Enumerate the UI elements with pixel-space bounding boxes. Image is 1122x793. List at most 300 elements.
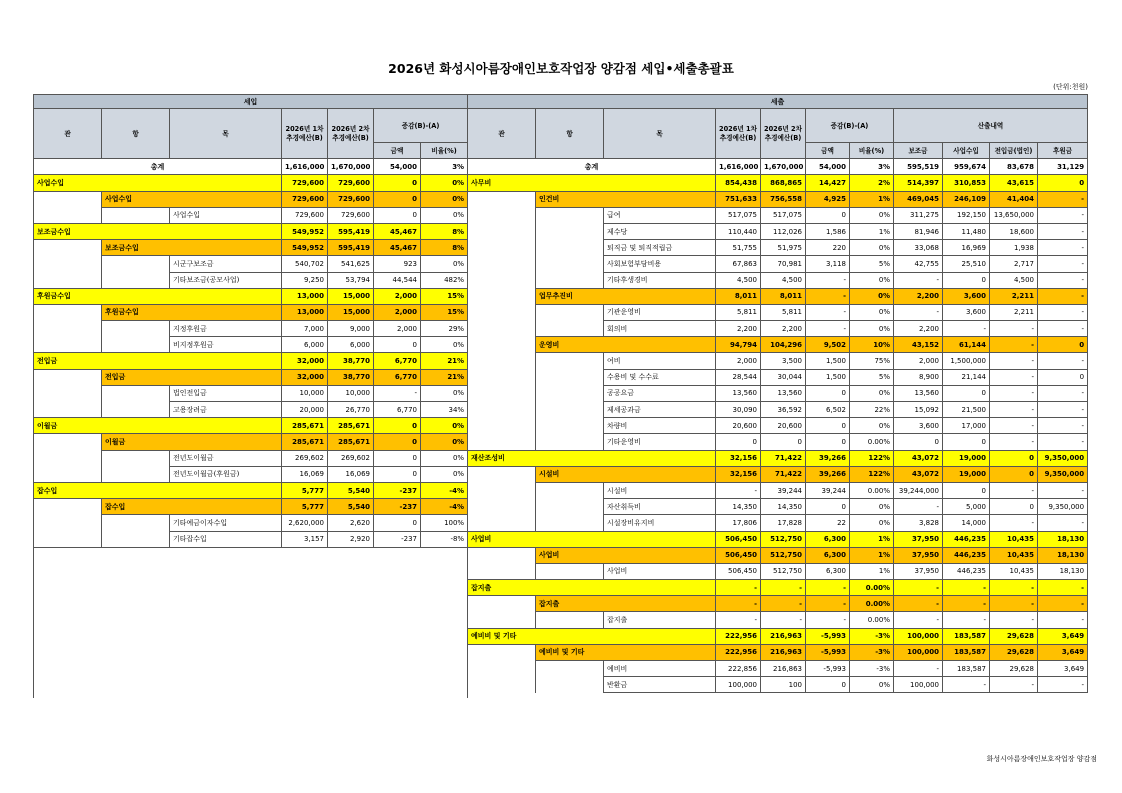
value-cell-v1: 51,755: [716, 240, 761, 256]
empty-cell: [536, 402, 604, 418]
col-hang: 항: [102, 109, 170, 159]
value-cell-v1: 20,600: [716, 418, 761, 434]
col-mok: 목: [604, 109, 716, 159]
value-cell-d: -: [806, 288, 850, 304]
value-cell-r: 1%: [850, 223, 894, 239]
value-cell-s4: 9,350,000: [1038, 499, 1088, 515]
col-gwan: 관: [34, 109, 102, 159]
mok-cell: 기타후생경비: [604, 272, 716, 288]
value-cell-r: 0%: [850, 240, 894, 256]
value-cell-s3: -: [990, 418, 1038, 434]
value-cell-v1: 67,863: [716, 256, 761, 272]
value-cell-s3: 2,211: [990, 288, 1038, 304]
value-cell-s3: 29,628: [990, 644, 1038, 660]
mok-cell: 기타운영비: [604, 434, 716, 450]
value-cell-d: -237: [374, 499, 421, 515]
value-cell-s1: 8,900: [894, 369, 943, 385]
table-row: [34, 369, 468, 385]
value-cell-d: 923: [374, 256, 421, 272]
value-cell-d: 39,244: [806, 482, 850, 498]
value-cell-v1: 2,620,000: [282, 515, 328, 531]
value-cell-r: 0%: [421, 466, 468, 482]
table-row: [468, 369, 1088, 385]
value-cell-r: 0%: [850, 418, 894, 434]
value-cell-r: 122%: [850, 450, 894, 466]
col-rate: 비율(%): [850, 143, 894, 159]
value-cell-v1: 5,777: [282, 499, 328, 515]
value-cell-d: 0: [806, 434, 850, 450]
mok-cell: 퇴직금 및 퇴직적립금: [604, 240, 716, 256]
value-cell-v2: 38,770: [328, 353, 374, 369]
col-gwan: 관: [468, 109, 536, 159]
value-cell-s4: 3,649: [1038, 661, 1088, 677]
col-budget2: 2026년 2차 추경예산(B): [761, 109, 806, 159]
empty-cell: [468, 661, 536, 677]
value-cell-d: -237: [374, 482, 421, 498]
value-cell-r: 5%: [850, 256, 894, 272]
value-cell-r: 0%: [850, 385, 894, 401]
value-cell-v1: 506,450: [716, 531, 761, 547]
value-cell-s4: -: [1038, 677, 1088, 693]
value-cell-d: 45,467: [374, 223, 421, 239]
empty-cell: [468, 402, 536, 418]
value-cell-v2: 868,865: [761, 175, 806, 191]
table-row: [468, 288, 1088, 304]
value-cell-s1: 37,950: [894, 563, 943, 579]
gwan-cell: 재산조성비: [468, 450, 716, 466]
value-cell-d: 1,500: [806, 353, 850, 369]
value-cell-s4: 9,350,000: [1038, 450, 1088, 466]
value-cell-s3: -: [990, 385, 1038, 401]
value-cell-v2: 16,069: [328, 466, 374, 482]
value-cell-s2: 183,587: [943, 644, 990, 660]
value-cell-v1: 16,069: [282, 466, 328, 482]
value-cell-v2: 595,419: [328, 240, 374, 256]
value-cell-v1: -: [716, 596, 761, 612]
value-cell-v1: 540,702: [282, 256, 328, 272]
empty-cell: [536, 207, 604, 223]
empty-cell: [468, 596, 536, 612]
value-cell-v1: 7,000: [282, 321, 328, 337]
value-cell-d: 39,266: [806, 466, 850, 482]
empty-cell: [536, 321, 604, 337]
empty-cell: [468, 288, 536, 304]
value-cell-s2: 0: [943, 482, 990, 498]
empty-cell: [102, 337, 170, 353]
value-cell-d: -: [374, 385, 421, 401]
value-cell-v1: 506,450: [716, 563, 761, 579]
hang-cell: 잡수입: [102, 499, 282, 515]
value-cell-r: 0.00%: [850, 580, 894, 596]
table-row: [468, 580, 1088, 596]
value-cell-s4: -: [1038, 482, 1088, 498]
value-cell-v2: 285,671: [328, 434, 374, 450]
mok-cell: 사업수입: [170, 207, 282, 223]
table-row: [468, 628, 1088, 644]
mok-cell: 지정후원금: [170, 321, 282, 337]
value-cell-v1: 28,544: [716, 369, 761, 385]
value-cell-d: 45,467: [374, 240, 421, 256]
value-cell-s3: -: [990, 596, 1038, 612]
empty-cell: [468, 563, 536, 579]
value-cell-v2: 595,419: [328, 223, 374, 239]
value-cell-v2: 71,422: [761, 466, 806, 482]
value-cell-d: 0: [806, 499, 850, 515]
mok-cell: 자산취득비: [604, 499, 716, 515]
value-cell-s4: -: [1038, 515, 1088, 531]
table-row: [468, 207, 1088, 223]
empty-cell: [102, 515, 170, 531]
value-cell-v2: 517,075: [761, 207, 806, 223]
value-cell-v2: 9,000: [328, 321, 374, 337]
value-cell-s1: 469,045: [894, 191, 943, 207]
value-cell-r: 0%: [421, 385, 468, 401]
value-cell-v2: 5,540: [328, 482, 374, 498]
value-cell-s1: -: [894, 304, 943, 320]
mok-cell: 예비비: [604, 661, 716, 677]
value-cell-s4: 3,649: [1038, 644, 1088, 660]
empty-cell: [34, 466, 102, 482]
value-cell-v2: 10,000: [328, 385, 374, 401]
mok-cell: 법인전입금: [170, 385, 282, 401]
value-cell-r: 0%: [421, 207, 468, 223]
value-cell-s4: -: [1038, 596, 1088, 612]
hang-cell: 전입금: [102, 369, 282, 385]
value-cell-v1: 4,500: [716, 272, 761, 288]
value-cell-r: 0%: [850, 677, 894, 693]
value-cell-v2: 729,600: [328, 207, 374, 223]
value-cell-r: 29%: [421, 321, 468, 337]
mok-cell: 수용비 및 수수료: [604, 369, 716, 385]
mok-cell: 시설비: [604, 482, 716, 498]
value-cell-v2: 104,296: [761, 337, 806, 353]
total-label: 총계: [468, 159, 716, 175]
value-cell-v1: 729,600: [282, 175, 328, 191]
gwan-cell: 사무비: [468, 175, 716, 191]
col-donation: 후원금: [1038, 143, 1088, 159]
value-cell-s4: -: [1038, 418, 1088, 434]
value-cell-d: 4,925: [806, 191, 850, 207]
value-cell-r: 0%: [421, 434, 468, 450]
mok-cell: 기타보조금(공모사업): [170, 272, 282, 288]
value-cell-s1: 81,946: [894, 223, 943, 239]
value-cell-s4: -: [1038, 288, 1088, 304]
value-cell-s2: 183,587: [943, 661, 990, 677]
value-cell-s2: 183,587: [943, 628, 990, 644]
unit-label: (단위:천원): [1053, 83, 1088, 91]
value-cell-r: 0%: [421, 450, 468, 466]
value-cell-s4: -: [1038, 304, 1088, 320]
hang-cell: 이월금: [102, 434, 282, 450]
value-cell-v2: 512,750: [761, 563, 806, 579]
empty-cell: [102, 531, 170, 547]
empty-cell: [536, 272, 604, 288]
empty-cell: [34, 385, 102, 401]
table-row: [34, 385, 468, 401]
value-cell-r: 0%: [421, 256, 468, 272]
mok-cell: 고용장려금: [170, 402, 282, 418]
value-cell-r: 1%: [850, 547, 894, 563]
value-cell-s4: -: [1038, 272, 1088, 288]
value-cell-v2: 53,794: [328, 272, 374, 288]
value-cell-v2: -: [761, 596, 806, 612]
mok-cell: 제수당: [604, 223, 716, 239]
value-cell-s2: 446,235: [943, 563, 990, 579]
table-row: [468, 563, 1088, 579]
value-cell-r: 0.00%: [850, 482, 894, 498]
value-cell-s4: 18,130: [1038, 547, 1088, 563]
value-cell-s4: 3,649: [1038, 628, 1088, 644]
value-cell-r: 21%: [421, 369, 468, 385]
value-cell-d: -: [806, 272, 850, 288]
empty-cell: [468, 547, 536, 563]
value-cell-s3: 4,500: [990, 272, 1038, 288]
mok-cell: 여비: [604, 353, 716, 369]
value-cell-s3: 2,717: [990, 256, 1038, 272]
value-cell-s4: 18,130: [1038, 531, 1088, 547]
value-cell-r: 0%: [850, 321, 894, 337]
value-cell-s4: -: [1038, 240, 1088, 256]
value-cell-s4: -: [1038, 612, 1088, 628]
value-cell-d: -: [806, 321, 850, 337]
blank-row: [34, 547, 468, 698]
value-cell-v1: 222,856: [716, 661, 761, 677]
value-cell-r: 0%: [850, 304, 894, 320]
revenue-table: [33, 94, 468, 698]
value-cell-s1: 42,755: [894, 256, 943, 272]
value-cell-s3: -: [990, 402, 1038, 418]
value-cell-d: 6,770: [374, 402, 421, 418]
table-row: [468, 321, 1088, 337]
value-cell-v2: 15,000: [328, 288, 374, 304]
value-cell-s4: -: [1038, 385, 1088, 401]
mok-cell: 전년도이월금: [170, 450, 282, 466]
value-cell-s1: 2,000: [894, 353, 943, 369]
value-cell-d: 6,300: [806, 547, 850, 563]
value-cell-s3: 0: [990, 466, 1038, 482]
value-cell-v1: 13,000: [282, 304, 328, 320]
value-cell-s2: 19,000: [943, 450, 990, 466]
empty-cell: [34, 434, 102, 450]
value-cell-r: 0%: [850, 207, 894, 223]
value-cell-v1: 549,952: [282, 240, 328, 256]
value-cell-r: 0%: [850, 288, 894, 304]
value-cell-v2: -: [761, 580, 806, 596]
value-cell-v1: 13,560: [716, 385, 761, 401]
value-cell-r: 0%: [421, 418, 468, 434]
mok-cell: 회의비: [604, 321, 716, 337]
value-cell-v1: -: [716, 612, 761, 628]
mok-cell: 급여: [604, 207, 716, 223]
value-cell-v1: 20,000: [282, 402, 328, 418]
table-row: [468, 402, 1088, 418]
mok-cell: 공공요금: [604, 385, 716, 401]
empty-cell: [536, 353, 604, 369]
value-cell-v2: 26,770: [328, 402, 374, 418]
value-cell-d: 0: [374, 207, 421, 223]
value-cell-d: 220: [806, 240, 850, 256]
value-cell-d: 39,266: [806, 450, 850, 466]
value-cell-s2: -: [943, 580, 990, 596]
value-cell-v2: 38,770: [328, 369, 374, 385]
table-row: [468, 240, 1088, 256]
empty-cell: [102, 385, 170, 401]
value-cell-r: 2%: [850, 175, 894, 191]
value-cell-v2: 39,244: [761, 482, 806, 498]
empty-cell: [468, 240, 536, 256]
value-cell-d: 6,770: [374, 369, 421, 385]
table-row: [34, 450, 468, 466]
value-cell-s1: 33,068: [894, 240, 943, 256]
table-row: [34, 482, 468, 498]
value-cell-s2: 61,144: [943, 337, 990, 353]
total-transfer: 83,678: [990, 159, 1038, 175]
gwan-cell: 예비비 및 기타: [468, 628, 716, 644]
empty-cell: [468, 223, 536, 239]
gwan-cell: 잡수입: [34, 482, 282, 498]
value-cell-v2: 729,600: [328, 175, 374, 191]
expenditure-table: [467, 94, 1088, 693]
total-diff: 54,000: [374, 159, 421, 175]
value-cell-v1: 32,000: [282, 353, 328, 369]
total-donation: 31,129: [1038, 159, 1088, 175]
value-cell-v1: 100,000: [716, 677, 761, 693]
value-cell-d: 6,770: [374, 353, 421, 369]
value-cell-r: 0%: [850, 272, 894, 288]
value-cell-s2: 0: [943, 272, 990, 288]
value-cell-s2: 0: [943, 385, 990, 401]
value-cell-s4: -: [1038, 223, 1088, 239]
table-row: [468, 677, 1088, 693]
value-cell-s1: 100,000: [894, 644, 943, 660]
value-cell-v1: 2,200: [716, 321, 761, 337]
value-cell-d: 6,300: [806, 531, 850, 547]
value-cell-s3: 43,615: [990, 175, 1038, 191]
col-rate: 비율(%): [421, 143, 468, 159]
table-row: [468, 223, 1088, 239]
empty-cell: [34, 499, 102, 515]
mok-cell: 차량비: [604, 418, 716, 434]
empty-cell: [468, 612, 536, 628]
value-cell-s3: 29,628: [990, 661, 1038, 677]
value-cell-r: -3%: [850, 644, 894, 660]
value-cell-d: 22: [806, 515, 850, 531]
mok-cell: 사업비: [604, 563, 716, 579]
value-cell-v2: 541,625: [328, 256, 374, 272]
value-cell-s1: 3,600: [894, 418, 943, 434]
value-cell-r: 482%: [421, 272, 468, 288]
value-cell-v2: 729,600: [328, 191, 374, 207]
value-cell-s1: 100,000: [894, 677, 943, 693]
empty-cell: [34, 337, 102, 353]
table-row: [468, 515, 1088, 531]
value-cell-s1: 514,397: [894, 175, 943, 191]
value-cell-v2: 2,920: [328, 531, 374, 547]
value-cell-s2: 3,600: [943, 304, 990, 320]
mok-cell: 전년도이월금(후원금): [170, 466, 282, 482]
empty-cell: [536, 661, 604, 677]
empty-cell: [468, 434, 536, 450]
col-diff: 증감(B)-(A): [374, 109, 468, 143]
table-row: [468, 337, 1088, 353]
value-cell-s4: 0: [1038, 369, 1088, 385]
value-cell-s2: 16,969: [943, 240, 990, 256]
value-cell-s1: 43,072: [894, 450, 943, 466]
mok-cell: 잡지출: [604, 612, 716, 628]
value-cell-r: 75%: [850, 353, 894, 369]
value-cell-v1: -: [716, 580, 761, 596]
value-cell-d: 0: [806, 385, 850, 401]
empty-cell: [536, 515, 604, 531]
value-cell-r: 8%: [421, 240, 468, 256]
value-cell-r: 0%: [850, 499, 894, 515]
total-rate: 3%: [421, 159, 468, 175]
empty-cell: [34, 515, 102, 531]
table-row: [34, 418, 468, 434]
value-cell-r: 34%: [421, 402, 468, 418]
value-cell-d: -: [806, 612, 850, 628]
value-cell-v1: 854,438: [716, 175, 761, 191]
table-row: [468, 450, 1088, 466]
value-cell-r: 0%: [421, 175, 468, 191]
empty-cell: [34, 256, 102, 272]
hang-cell: 업무추진비: [536, 288, 716, 304]
value-cell-s3: -: [990, 369, 1038, 385]
value-cell-s2: 192,150: [943, 207, 990, 223]
empty-cell: [468, 353, 536, 369]
hang-cell: 잡지출: [536, 596, 716, 612]
value-cell-r: 5%: [850, 369, 894, 385]
empty-cell: [34, 272, 102, 288]
value-cell-s3: -: [990, 321, 1038, 337]
hang-cell: 시설비: [536, 466, 716, 482]
table-row: [34, 191, 468, 207]
value-cell-r: 0%: [421, 191, 468, 207]
value-cell-d: 0: [374, 191, 421, 207]
value-cell-s3: 18,600: [990, 223, 1038, 239]
value-cell-v2: 512,750: [761, 531, 806, 547]
value-cell-s1: -: [894, 580, 943, 596]
value-cell-v2: 216,963: [761, 644, 806, 660]
value-cell-r: 8%: [421, 223, 468, 239]
value-cell-v1: 506,450: [716, 547, 761, 563]
value-cell-s3: -: [990, 580, 1038, 596]
col-hang: 항: [536, 109, 604, 159]
value-cell-s2: 3,600: [943, 288, 990, 304]
value-cell-s2: 14,000: [943, 515, 990, 531]
value-cell-v2: 8,011: [761, 288, 806, 304]
empty-cell: [536, 385, 604, 401]
table-row: [468, 482, 1088, 498]
value-cell-v2: 51,975: [761, 240, 806, 256]
table-row: [468, 256, 1088, 272]
value-cell-v1: 269,602: [282, 450, 328, 466]
value-cell-s1: 100,000: [894, 628, 943, 644]
total-v2: 1,670,000: [328, 159, 374, 175]
empty-cell: [468, 207, 536, 223]
value-cell-v1: 32,156: [716, 466, 761, 482]
value-cell-v1: 94,794: [716, 337, 761, 353]
value-cell-d: -237: [374, 531, 421, 547]
value-cell-r: 100%: [421, 515, 468, 531]
empty-cell: [468, 369, 536, 385]
revenue-section-header: 세입: [34, 95, 468, 109]
table-row: [34, 175, 468, 191]
table-row: [468, 418, 1088, 434]
value-cell-s1: 2,200: [894, 321, 943, 337]
value-cell-r: 15%: [421, 288, 468, 304]
table-row: [34, 256, 468, 272]
